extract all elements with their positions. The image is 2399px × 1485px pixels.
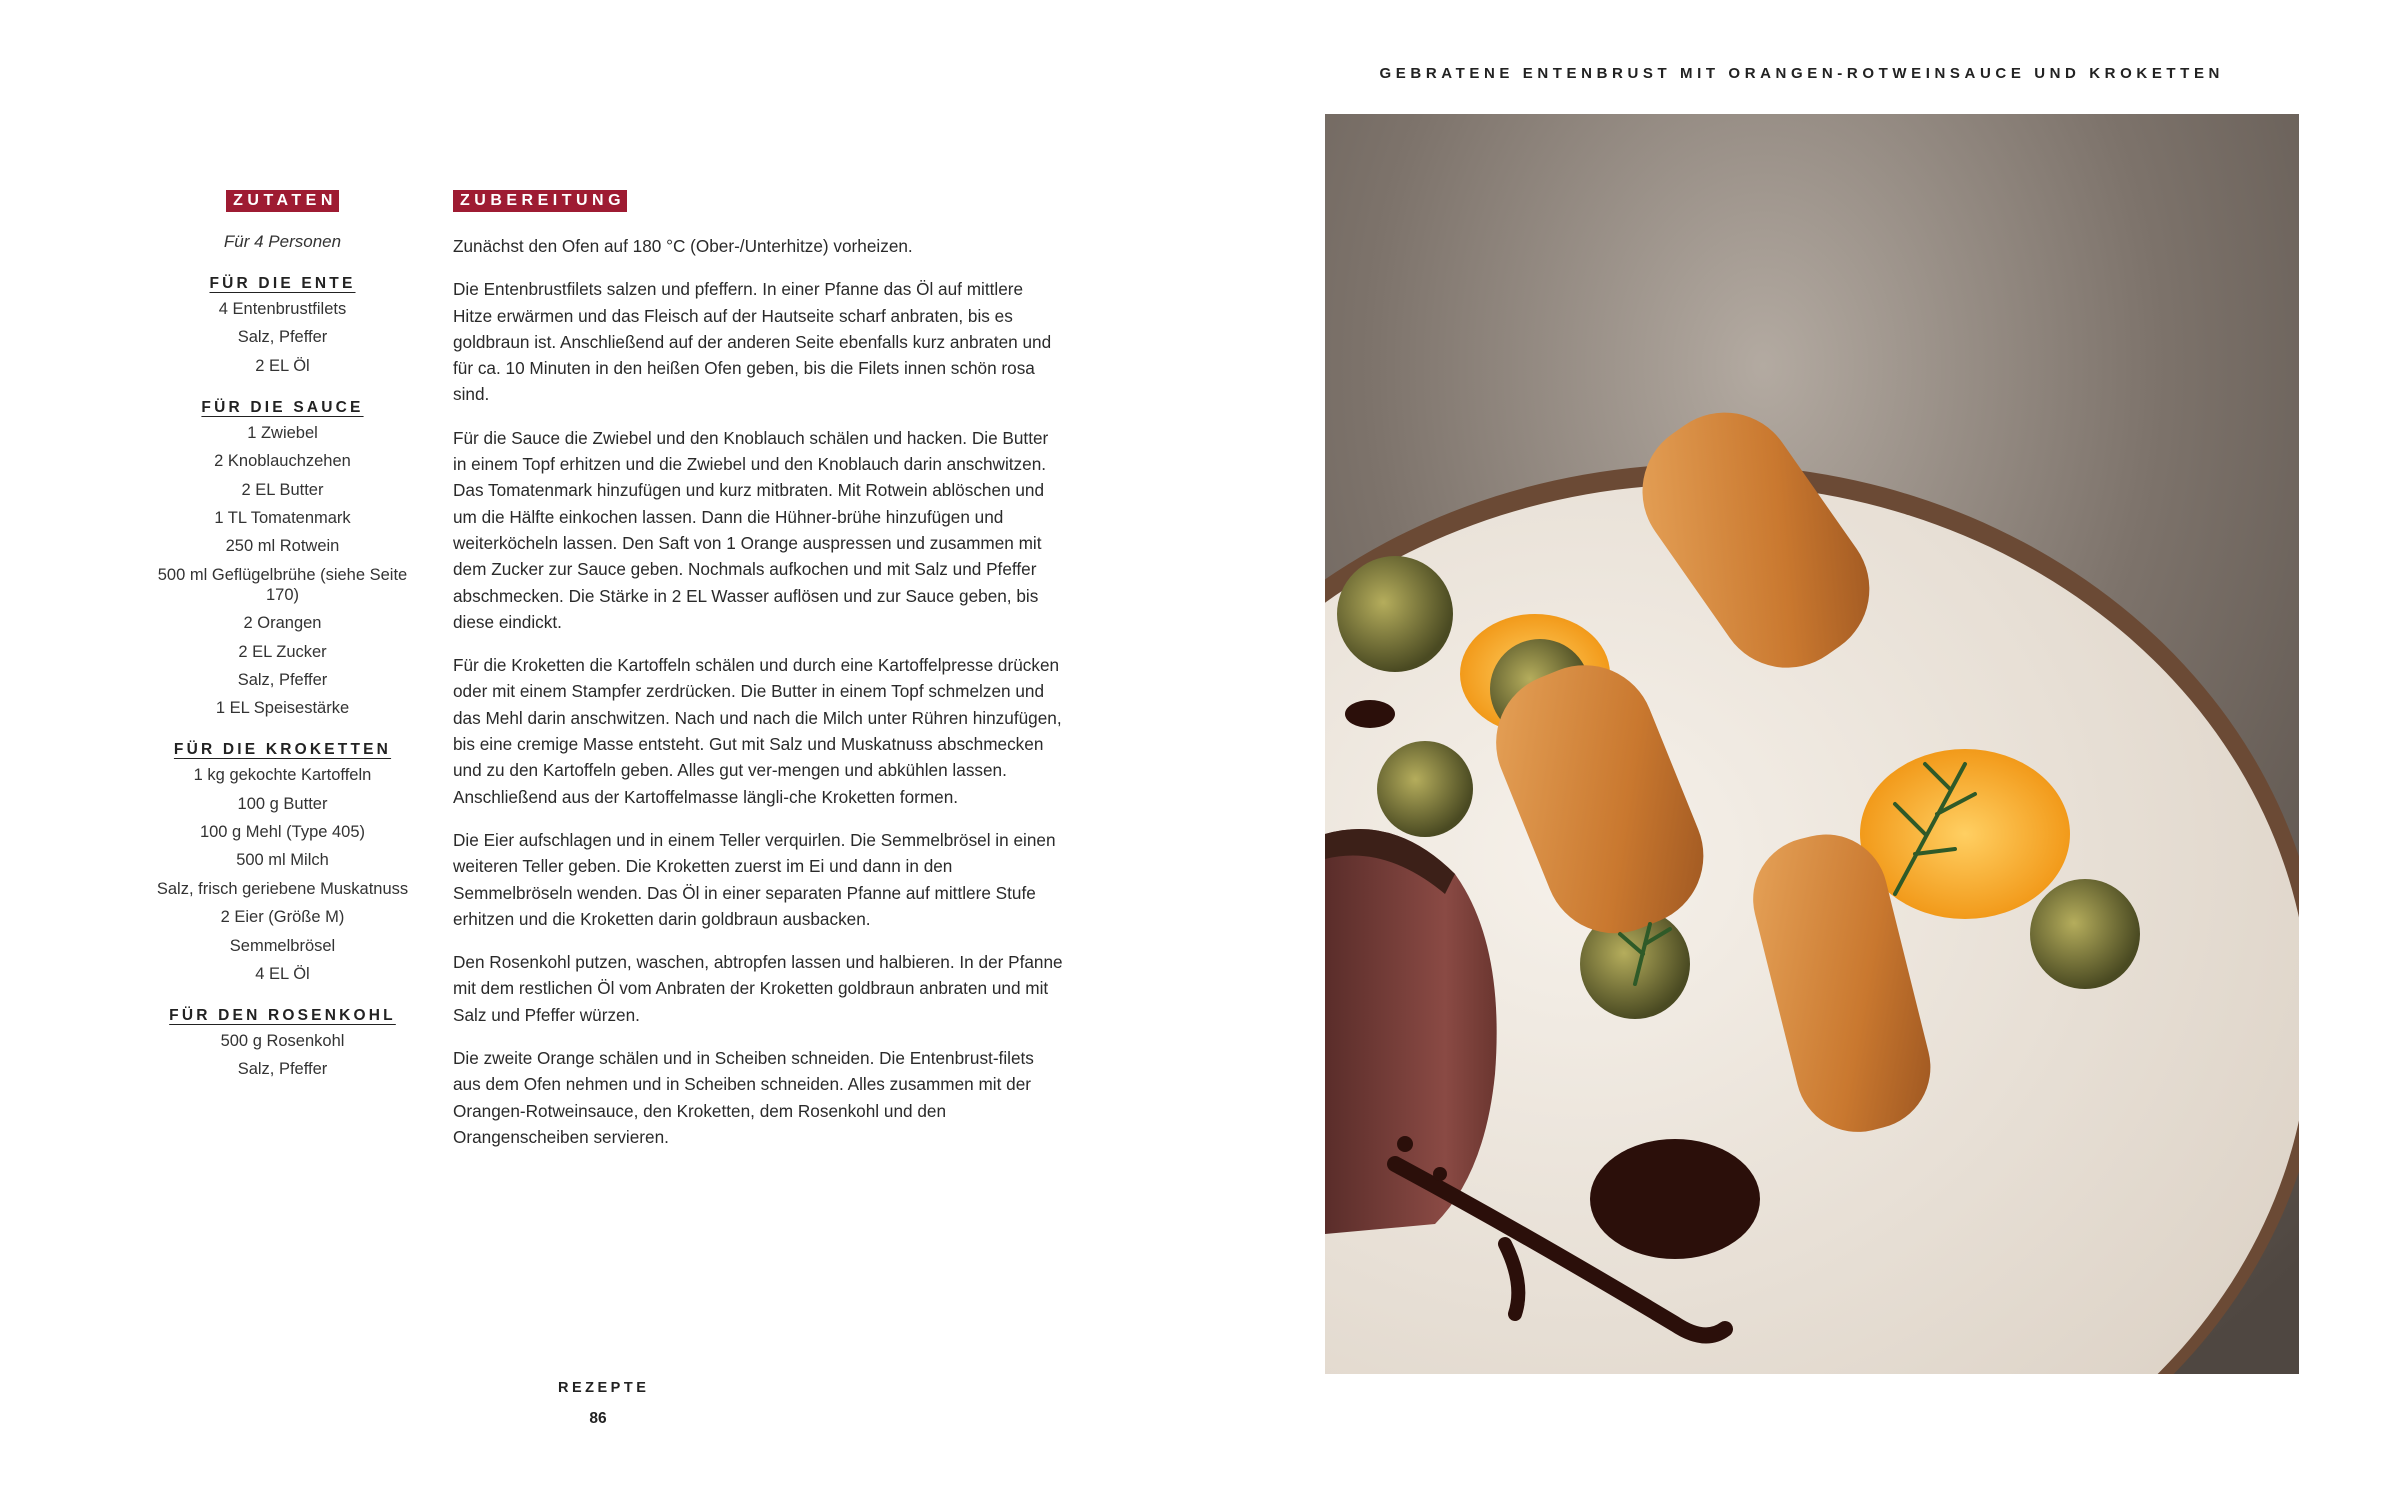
ingredients-column (145, 190, 420, 1088)
ingredient-item: 1 Zwiebel (247, 423, 318, 442)
ingredient-item: 500 ml Geflügelbrühe (siehe Seite 170) (157, 565, 408, 604)
preparation-step: Für die Kroketten die Kartoffeln schälen und durch eine Kartoffelpresse drücken oder mit einem Stampfer zerdrücken. Die Butter in einem Topf schmelzen und das Mehl darin anschwitzen. Nach und nach die Milch unter Rühren hinzufügen, bis eine cremige Masse entsteht. Gut mit Salz und Muskatnuss abschmecken und zu den Kartoffeln geben. Alles gut ver-mengen und abkühlen lassen. Anschließend aus der Kartoffelmasse längli-che Kroketten formen. (453, 655, 1062, 807)
preparation-step: Die Entenbrustfilets salzen und pfeffern. In einer Pfanne das Öl auf mittlere Hitze erwärmen und das Fleisch auf der Hautseite scharf anbraten, bis es goldbraun ist. Anschließend auf der anderen Seite ebenfalls kurz anbraten und für ca. 10 Minuten in den heißen Ofen geben, bis die Filets innen schön rosa sind. (453, 279, 1052, 405)
ingredient-list (145, 765, 420, 984)
ingredient-item: 2 EL Butter (241, 480, 324, 499)
ingredient-item: 4 Entenbrustfilets (218, 300, 347, 318)
servings-note: Für 4 Personen (223, 232, 342, 251)
ingredient-item: 2 Knoblauchzehen (214, 452, 351, 471)
preparation-step: Den Rosenkohl putzen, waschen, abtropfen lassen und halbieren. In der Pfanne mit dem restlichen Öl vom Anbraten der Kroketten goldbraun anbraten und mit Salz und Pfeffer würzen. (453, 952, 1063, 1025)
ingredient-group-title: FÜR DIE KROKETTEN (173, 741, 392, 759)
ingredient-item: Salz, Pfeffer (237, 670, 328, 689)
ingredient-group-brussels-sprouts (145, 1007, 420, 1079)
ingredient-item: Salz, Pfeffer (237, 328, 328, 347)
ingredient-group-title: FÜR DEN ROSENKOHL (169, 1007, 396, 1025)
preparation-step: Für die Sauce die Zwiebel und den Knoblauch schälen und hacken. Die Butter in einem Topf erhitzen und die Zwiebel und den Knoblauch darin anschwitzen. Das Tomatenmark hinzufügen und kurz mitbraten. Mit Rotwein ablöschen und um die Hälfte einkochen lassen. Dann die Hühner-brühe hinzufügen und weiterköcheln lassen. Den Saft von 1 Orange auspressen und zusammen mit dem Zucker zur Sauce geben. Nochmals aufkochen und mit Salz und Pfeffer abschmecken. Die Stärke in 2 EL Wasser auflösen und zur Sauce geben, bis diese eindickt. (453, 427, 1049, 632)
ingredient-item: 500 g Rosenkohl (220, 1032, 345, 1051)
page-number: 86 (589, 1410, 607, 1427)
ingredient-group-croquettes (145, 741, 420, 984)
ingredient-item: 100 g Butter (237, 794, 328, 813)
ingredients-heading: ZUTATEN (226, 190, 339, 212)
ingredient-item: Salz, frisch geriebene Muskatnuss (156, 879, 409, 898)
ingredient-list (145, 1031, 420, 1079)
ingredient-item: Salz, Pfeffer (237, 1060, 328, 1079)
ingredient-item: 2 EL Öl (255, 356, 310, 375)
ingredient-group-title: FÜR DIE ENTE (209, 275, 356, 292)
ingredient-group-title: FÜR DIE SAUCE (201, 398, 364, 416)
ingredient-item: 2 Orangen (243, 614, 322, 633)
dish-illustration (1325, 114, 2299, 1374)
ingredient-item: 4 EL Öl (255, 965, 310, 984)
preparation-column (453, 190, 1063, 1167)
ingredient-item: 2 EL Zucker (238, 642, 327, 661)
dish-photo (1325, 114, 2299, 1374)
ingredient-list (145, 299, 420, 376)
ingredient-item: 1 kg gekochte Kartoffeln (193, 766, 372, 785)
ingredient-item: 1 EL Speisestärke (215, 699, 350, 718)
ingredient-item: 500 ml Milch (236, 851, 329, 870)
footer-section-label: REZEPTE (558, 1380, 650, 1396)
ingredient-item: 2 Eier (Größe M) (220, 908, 345, 927)
ingredient-group-sauce (145, 399, 420, 719)
ingredient-group-duck (145, 275, 420, 376)
ingredient-item: 100 g Mehl (Type 405) (199, 823, 366, 842)
ingredient-item: 1 TL Tomatenmark (214, 508, 351, 527)
ingredient-item: Semmelbrösel (229, 936, 336, 955)
running-title: GEBRATENE ENTENBRUST MIT ORANGEN-ROTWEINSAUCE UND KROKETTEN (1379, 65, 2224, 82)
preparation-step: Die Eier aufschlagen und in einem Teller verquirlen. Die Semmelbrösel in einen weiteren Teller geben. Die Kroketten zuerst im Ei und dann in den Semmelbröseln wenden. Das Öl in einer separaten Pfanne auf mittlere Stufe erhitzen und die Kroketten darin goldbraun ausbacken. (453, 829, 1056, 929)
preparation-step: Zunächst den Ofen auf 180 °C (Ober-/Unterhitze) vorheizen. (453, 236, 913, 256)
preparation-step: Die zweite Orange schälen und in Scheiben schneiden. Die Entenbrust-filets aus dem Ofen nehmen und in Scheiben schneiden. Alles zusammen mit der Orangen-Rotweinsauce, den Kroketten, dem Rosenkohl und den Orangenscheiben servieren. (453, 1048, 1034, 1147)
ingredient-list (145, 423, 420, 719)
ingredient-item: 250 ml Rotwein (225, 537, 340, 556)
preparation-heading: ZUBEREITUNG (453, 190, 627, 212)
